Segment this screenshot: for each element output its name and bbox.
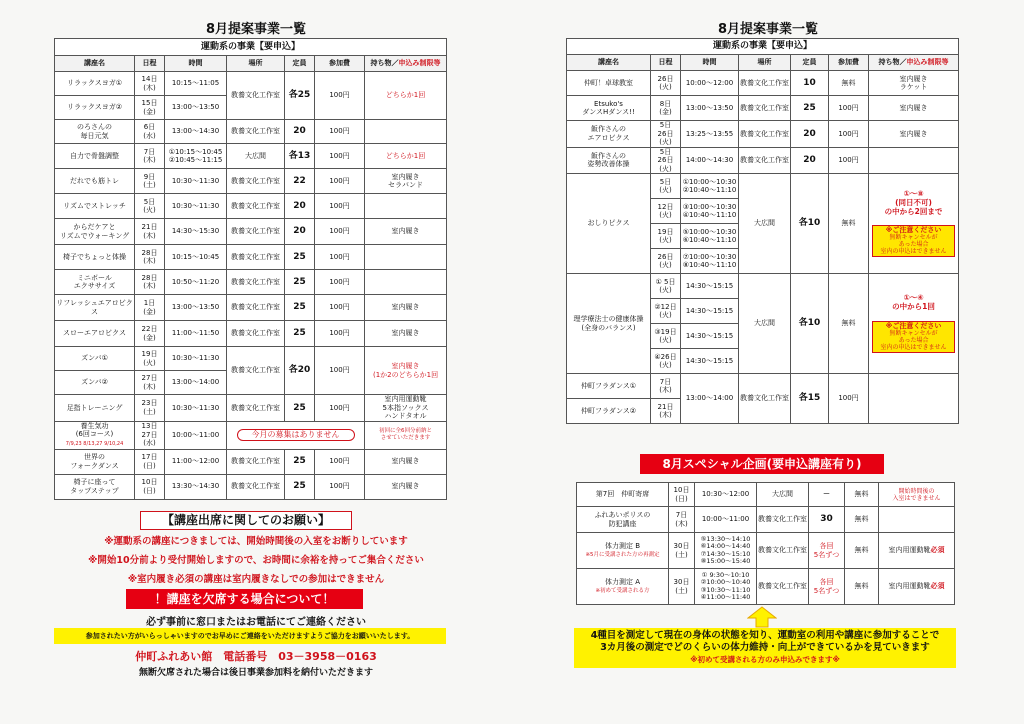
note-line: 3カ月後の測定でどのくらいの体力維持・向上ができているかを見ていきます: [600, 642, 930, 653]
col-header: 持ち物／申込み制限等: [365, 56, 447, 72]
course-time: 13:00～14:30: [165, 120, 227, 144]
table-row: [55, 219, 447, 245]
course-name: 椅子でちょっと体操: [55, 245, 135, 270]
course-date: 23日 (土): [135, 395, 165, 422]
course-fee: 100円: [315, 120, 365, 144]
course-place: 大広間: [739, 274, 791, 374]
course-capacity: 20: [285, 194, 315, 219]
course-capacity: －: [809, 483, 845, 507]
course-date: 21日 (木): [135, 219, 165, 245]
table-row: [55, 169, 447, 194]
table-caption: 運動系の事業【要申込】: [567, 39, 959, 55]
course-name: 飯作さんの 姿勢改善体操: [567, 147, 651, 174]
course-items: 室内履き セラバンド: [365, 169, 447, 194]
table-row: [55, 270, 447, 295]
caution-title: ※ご注意ください: [885, 226, 942, 235]
course-fee: 100円: [315, 295, 365, 321]
course-time: 10:30～11:30: [165, 194, 227, 219]
course-fee: 100円: [315, 347, 365, 395]
course-date: ③19日 (火): [651, 324, 681, 349]
table-row: [55, 449, 447, 474]
course-date: 30日 (土): [669, 569, 695, 605]
course-name: 理学療法士の健康体操 (全身のバランス): [567, 274, 651, 374]
course-restriction: [869, 274, 959, 374]
course-date: 15日 (金): [135, 96, 165, 120]
absence-heading: ！講座を欠席する場合について！: [126, 589, 363, 609]
course-date: 28日 (木): [135, 245, 165, 270]
course-capacity: 25: [285, 245, 315, 270]
course-time: ①10:00～10:30 ②10:40～11:10: [681, 174, 739, 199]
course-time: 11:00～11:50: [165, 321, 227, 347]
course-time: 10:15～11:05: [165, 72, 227, 96]
course-capacity: 25: [791, 96, 829, 121]
course-date: ④26日 (火): [651, 349, 681, 374]
col-header: 定員: [791, 55, 829, 71]
course-time: 13:00～14:00: [681, 374, 739, 424]
course-date: 17日 (日): [135, 449, 165, 474]
course-place: 教養文化工作室: [227, 347, 285, 395]
course-date: 8日 (金): [651, 96, 681, 121]
course-items: 室内履き: [365, 295, 447, 321]
course-fee: 100円: [315, 144, 365, 169]
attendance-request-heading: 【講座出席に関してのお願い】: [140, 511, 352, 530]
session-limit: ①～⑧ (同日不可) の中から2回まで: [884, 188, 943, 216]
course-date: 7日 (木): [669, 507, 695, 533]
course-time: 14:30～15:15: [681, 299, 739, 324]
course-date: 21日 (木): [651, 399, 681, 424]
course-name: だれでも筋トレ: [55, 169, 135, 194]
course-date: 28日 (木): [135, 270, 165, 295]
course-capacity: 各回 5名ずつ: [809, 569, 845, 605]
note-line: ※室内履き必須の講座は室内履きなしでの参加はできません: [127, 574, 385, 585]
note-line: 4種目を測定して現在の身体の状態を知り、運動室の利用や講座に参加することで: [590, 630, 940, 641]
course-capacity: 25: [285, 321, 315, 347]
absence-line: 必ず事前に窓口またはお電話にてご連絡ください: [146, 617, 366, 628]
course-time: 10:30～11:30: [165, 347, 227, 371]
course-time: 14:00～14:30: [681, 147, 739, 174]
table-row: [577, 507, 955, 533]
course-items: 室内履き: [365, 321, 447, 347]
no-recruitment-cell: [227, 421, 365, 449]
course-fee: 無料: [845, 569, 879, 605]
course-capacity: 25: [285, 395, 315, 422]
course-time: 13:25～13:55: [681, 121, 739, 148]
course-name: 体力測定 A ※初めて受講される方: [577, 569, 669, 605]
course-name: のろさんの 毎日元気: [55, 120, 135, 144]
course-date: 22日 (金): [135, 321, 165, 347]
course-capacity: 各13: [285, 144, 315, 169]
course-place: 教養文化工作室: [227, 295, 285, 321]
course-date: 5日 (火): [135, 194, 165, 219]
course-place: 大広間: [227, 144, 285, 169]
course-place: 教養文化工作室: [227, 449, 285, 474]
col-header: 日程: [135, 56, 165, 72]
course-place: 大広間: [739, 174, 791, 274]
table-row: [55, 321, 447, 347]
course-date: 5日 26日 (火): [651, 147, 681, 174]
col-header: 時間: [165, 56, 227, 72]
table-caption: 運動系の事業【要申込】: [55, 39, 447, 56]
no-recruitment-notice: 今月の募集はありません: [237, 429, 355, 442]
course-date: 27日 (木): [135, 371, 165, 395]
course-items: 室内履き ラケット: [869, 71, 959, 96]
session-limit: ①～④ の中から1回: [892, 293, 935, 312]
course-date: 9日 (土): [135, 169, 165, 194]
course-fee: 100円: [315, 449, 365, 474]
course-fee: 100円: [829, 121, 869, 148]
course-items: [365, 245, 447, 270]
course-capacity: 25: [285, 449, 315, 474]
course-items: 室内履き: [365, 474, 447, 499]
course-place: 教養文化工作室: [739, 147, 791, 174]
right-page: [512, 0, 1024, 724]
course-place: 教養文化工作室: [739, 121, 791, 148]
table-row: [567, 174, 959, 199]
course-time: 10:30～11:30: [165, 169, 227, 194]
course-fee: 100円: [315, 219, 365, 245]
table-row: [55, 474, 447, 499]
note-line: ※開始10分前より受付開始しますので、お時間に余裕を持ってご集合ください: [88, 555, 424, 566]
course-time: 10:00～12:00: [681, 71, 739, 96]
course-fee: 100円: [315, 169, 365, 194]
course-items: 室内用運動靴必須: [879, 533, 955, 569]
table-row: [55, 144, 447, 169]
course-time: 10:00～11:00: [695, 507, 757, 533]
course-date: ① 5日 (火): [651, 274, 681, 299]
course-capacity: 22: [285, 169, 315, 194]
table-row: [55, 347, 447, 371]
course-capacity: 25: [285, 474, 315, 499]
course-fee: 100円: [315, 194, 365, 219]
special-banner: 8月スペシャル企画(要申込講座有り): [640, 454, 884, 474]
course-restriction: 初回に全6回分前納と させていただきます: [365, 421, 447, 449]
course-capacity: 30: [809, 507, 845, 533]
course-time: 10:15～10:45: [165, 245, 227, 270]
course-name: 仲町フラダンス②: [567, 399, 651, 424]
course-capacity: 各25: [285, 72, 315, 120]
course-name: 自力で骨盤調整: [55, 144, 135, 169]
course-capacity: 20: [791, 147, 829, 174]
course-restriction: 開始時間後の 入室はできません: [879, 483, 955, 507]
table-row: [55, 395, 447, 422]
course-name: スローエアロビクス: [55, 321, 135, 347]
course-date: 19日 (火): [135, 347, 165, 371]
table-row: [567, 374, 959, 399]
course-name: 第7回 仲町寄席: [577, 483, 669, 507]
course-name: リラックスヨガ①: [55, 72, 135, 96]
course-name: ズンバ①: [55, 347, 135, 371]
note-line: ※運動系の講座につきましては、開始時間後の入室をお断りしています: [104, 536, 408, 547]
course-fee: 100円: [829, 374, 869, 424]
course-place: 教養文化工作室: [227, 395, 285, 422]
course-name: からだケアと リズムでウォーキング: [55, 219, 135, 245]
table-row: [577, 483, 955, 507]
course-fee: 無料: [829, 174, 869, 274]
course-place: 大広間: [757, 483, 809, 507]
caution-body: 無断キャンセルが あった場合 室内の申込はできません: [880, 329, 947, 351]
col-header: 持ち物／申込み制限等: [869, 55, 959, 71]
course-name: おしりピクス: [567, 174, 651, 274]
course-date: 26日 (火): [651, 71, 681, 96]
course-time: 13:00～13:50: [681, 96, 739, 121]
caution-body: 無断キャンセルが あった場合 室内の申込はできません: [880, 234, 947, 256]
col-header: 講座名: [55, 56, 135, 72]
course-capacity: 各10: [791, 174, 829, 274]
course-items: 室内履き: [365, 219, 447, 245]
course-restriction: 室内履き (1か2のどちらか1回: [365, 347, 447, 395]
course-time: 13:00～13:50: [165, 295, 227, 321]
course-capacity: 20: [791, 121, 829, 148]
course-fee: 100円: [315, 72, 365, 120]
page-title: 8月提案事業一覧: [717, 22, 819, 37]
course-capacity: 各20: [285, 347, 315, 395]
course-place: 教養文化工作室: [739, 374, 791, 424]
course-date: 13日 27日 (水): [135, 421, 165, 449]
course-date: 5日 26日 (火): [651, 121, 681, 148]
course-name: 仲町！卓球教室: [567, 71, 651, 96]
course-time: ⑤10:00～10:30 ⑥10:40～11:10: [681, 224, 739, 249]
course-capacity: 各15: [791, 374, 829, 424]
course-time: 10:50～11:20: [165, 270, 227, 295]
course-date: 12日 (火): [651, 199, 681, 224]
course-place: 教養文化工作室: [757, 507, 809, 533]
caution-title: ※ご注意ください: [885, 321, 942, 330]
table-row: [55, 421, 447, 449]
course-capacity: 20: [285, 120, 315, 144]
course-name: ふれあいポリスの 防犯講座: [577, 507, 669, 533]
course-fee: 無料: [845, 507, 879, 533]
course-time: 10:30～12:00: [695, 483, 757, 507]
course-fee: 100円: [315, 474, 365, 499]
course-fee: 100円: [315, 395, 365, 422]
special-table: [576, 482, 955, 605]
course-name: ズンバ②: [55, 371, 135, 395]
course-place: 教養文化工作室: [227, 245, 285, 270]
course-date: 1日 (金): [135, 295, 165, 321]
course-time: 13:00～13:50: [165, 96, 227, 120]
course-time: 14:30～15:15: [681, 324, 739, 349]
table-row: [55, 295, 447, 321]
course-time: 13:00～14:00: [165, 371, 227, 395]
course-time: ① 9:30～10:10 ②10:00～10:40 ③10:30～11:10 ④11:00～11:40: [695, 569, 757, 605]
table-row: [567, 71, 959, 96]
course-name: Etsuko's ダンスHダンス!!: [567, 96, 651, 121]
course-time: ⑦10:00～10:30 ⑧10:40～11:10: [681, 249, 739, 274]
course-items: [365, 120, 447, 144]
course-date: 14日 (木): [135, 72, 165, 96]
course-place: 教養文化工作室: [227, 270, 285, 295]
course-time: 14:30～15:15: [681, 349, 739, 374]
course-name: リフレッシュエアロビクス: [55, 295, 135, 321]
absence-highlight: 参加されたい方がいらっしゃいますのでお早めにご連絡をいただけますようご協力をお願いいたします。: [54, 628, 446, 644]
course-date: 6日 (水): [135, 120, 165, 144]
col-header: 参加費: [315, 56, 365, 72]
table-row: [55, 194, 447, 219]
course-name: 椅子に座って タップステップ: [55, 474, 135, 499]
course-place: 教養文化工作室: [739, 96, 791, 121]
course-name: 世界の フォークダンス: [55, 449, 135, 474]
course-fee: 無料: [829, 71, 869, 96]
table-header: [567, 55, 959, 71]
course-name: 体力測定 B ※5月に受講された方の再測定: [577, 533, 669, 569]
course-date: 30日 (土): [669, 533, 695, 569]
table-row: [567, 147, 959, 174]
course-time: ③10:00～10:30 ④10:40～11:10: [681, 199, 739, 224]
course-place: 教養文化工作室: [227, 120, 285, 144]
course-items: [869, 147, 959, 174]
course-date: 5日 (火): [651, 174, 681, 199]
course-time: 11:00～12:00: [165, 449, 227, 474]
table-row: [567, 96, 959, 121]
left-schedule-table: [54, 38, 447, 500]
course-items: 室内用運動靴 5本指ソックス ハンドタオル: [365, 395, 447, 422]
course-date: ②12日 (火): [651, 299, 681, 324]
course-capacity: 20: [285, 219, 315, 245]
course-capacity: 各10: [791, 274, 829, 374]
course-place: 教養文化工作室: [757, 569, 809, 605]
course-date: 19日 (火): [651, 224, 681, 249]
table-header: [55, 56, 447, 72]
col-header: 定員: [285, 56, 315, 72]
col-header: 場所: [739, 55, 791, 71]
course-place: 教養文化工作室: [739, 71, 791, 96]
course-items: [365, 194, 447, 219]
course-time: ⑤13:30～14:10 ⑥14:00～14:40 ⑦14:30～15:10 ⑧15:00～15:40: [695, 533, 757, 569]
table-row: [55, 72, 447, 96]
course-place: 教養文化工作室: [227, 321, 285, 347]
course-fee: 100円: [829, 96, 869, 121]
table-row: [567, 274, 959, 299]
course-restriction: どちらか1回: [365, 72, 447, 120]
course-restriction: どちらか1回: [365, 144, 447, 169]
course-place: 教養文化工作室: [227, 219, 285, 245]
course-place: 教養文化工作室: [757, 533, 809, 569]
course-time: 14:30～15:15: [681, 274, 739, 299]
col-header: 場所: [227, 56, 285, 72]
course-items: 室内履き: [365, 449, 447, 474]
course-items: [365, 270, 447, 295]
course-time: 14:30～15:30: [165, 219, 227, 245]
course-place: 教養文化工作室: [227, 169, 285, 194]
course-place: 教養文化工作室: [227, 72, 285, 120]
course-items: [879, 507, 955, 533]
course-items: 室内履き: [869, 96, 959, 121]
course-date: 7日 (木): [135, 144, 165, 169]
col-header: 時間: [681, 55, 739, 71]
course-restriction: [869, 174, 959, 274]
course-date: 10日 (日): [669, 483, 695, 507]
course-time: 10:00～11:00: [165, 421, 227, 449]
note-line: ※初めて受講される方のみ申込みできます※: [690, 655, 840, 664]
contact-phone: 仲町ふれあい館 電話番号 03－3958－0163: [135, 650, 377, 663]
course-place: 教養文化工作室: [227, 474, 285, 499]
course-place: 教養文化工作室: [227, 194, 285, 219]
right-schedule-table: [566, 38, 959, 424]
course-capacity: 25: [285, 295, 315, 321]
col-header: 講座名: [567, 55, 651, 71]
table-row: [55, 120, 447, 144]
course-date: 10日 (日): [135, 474, 165, 499]
table-row: [55, 245, 447, 270]
course-name: リラックスヨガ②: [55, 96, 135, 120]
course-name: 飯作さんの エアロビクス: [567, 121, 651, 148]
course-items: 室内履き: [869, 121, 959, 148]
course-fee: 100円: [315, 245, 365, 270]
fitness-test-note: [574, 628, 956, 668]
course-items: [869, 374, 959, 424]
col-header: 参加費: [829, 55, 869, 71]
course-fee: 無料: [829, 274, 869, 374]
course-capacity: 10: [791, 71, 829, 96]
course-capacity: 各回 5名ずつ: [809, 533, 845, 569]
course-date: 26日 (火): [651, 249, 681, 274]
course-name: 足指トレーニング: [55, 395, 135, 422]
table-row: [577, 569, 955, 605]
course-name: 養生気功 (6回コース) 7/9,23 8/13,27 9/10,24: [55, 421, 135, 449]
course-time: ①10:15～10:45 ②10:45～11:15: [165, 144, 227, 169]
course-name: 仲町フラダンス①: [567, 374, 651, 399]
page-title: 8月提案事業一覧: [205, 22, 307, 37]
course-fee: 無料: [845, 483, 879, 507]
course-capacity: 25: [285, 270, 315, 295]
table-row: [567, 121, 959, 148]
caution-box: [872, 225, 955, 257]
course-fee: 無料: [845, 533, 879, 569]
absence-line: 無断欠席された場合は後日事業参加料を納付いただきます: [138, 668, 373, 678]
course-time: 13:30～14:30: [165, 474, 227, 499]
course-time: 10:30～11:30: [165, 395, 227, 422]
course-name: リズムでストレッチ: [55, 194, 135, 219]
course-fee: 100円: [829, 147, 869, 174]
caution-box: [872, 321, 955, 353]
course-name: ミニボール エクササイズ: [55, 270, 135, 295]
col-header: 日程: [651, 55, 681, 71]
course-date: 7日 (木): [651, 374, 681, 399]
table-row: [577, 533, 955, 569]
arrow-up-icon: [747, 606, 777, 628]
course-items: 室内用運動靴必須: [879, 569, 955, 605]
course-fee: 100円: [315, 270, 365, 295]
course-fee: 100円: [315, 321, 365, 347]
